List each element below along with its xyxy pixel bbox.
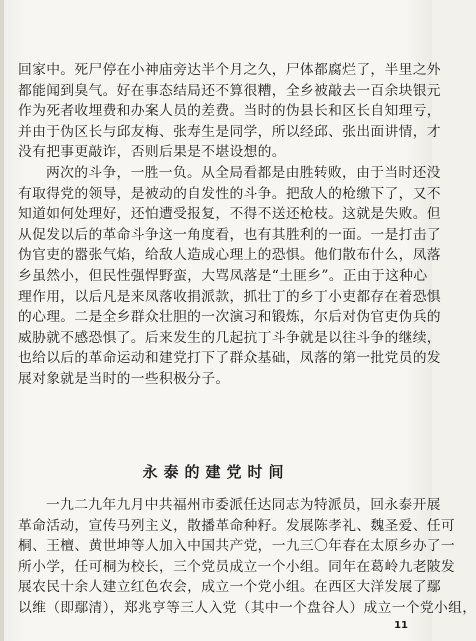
body-line: 都能闻到臭气。好在事态结局还不算很糟，全乡被敲去一百余块银元: [18, 82, 441, 99]
body-line: 并由于伪区长与邱友梅、张寿生是同学，所以经邱、张出面讲情，才: [18, 123, 441, 140]
body-line: 伪官吏的嚣张气焰，给敌人造成心理上的恐惧。他们散布什么，凤落: [18, 247, 441, 264]
body-line: 作为死者收埋费和办案人员的差费。当时的伪县长和区长自知理亏，: [18, 103, 441, 120]
body-line: 理作用，以后凡是来凤落收捐派款，抓壮丁的乡丁小吏都存在着恐惧: [18, 288, 441, 305]
body-line: 知道如何处理好，还怕遭受报复，不得不送还枪枝。这就是失败。但: [18, 206, 441, 223]
page-number: 11: [394, 620, 408, 631]
body-line: 以维（即鄢清），郑兆亨等三人入党（其中一个盘谷人）成立一个党小组，: [18, 599, 476, 616]
section-heading: 永泰的建党时间: [142, 463, 290, 481]
body-line: 从促发以后的革命斗争这一角度看，也有其胜利的一面。一是打击了: [18, 226, 441, 243]
body-line: 威胁就不感恐惧了。后来发生的几起抗丁斗争就是以往斗争的继续，: [18, 329, 441, 346]
body-line: 桐、王檀、黄世坤等人加入中国共产党，一九三〇年春在太原乡办了一: [18, 538, 456, 555]
body-line: 没有把事更敲诈，否则后果是不堪设想的。: [18, 144, 286, 161]
body-line: 回家中。死尸停在小神庙旁达半个月之久，尸体都腐烂了，半里之外: [18, 62, 441, 78]
scan-edge: [0, 0, 4, 641]
body-line: 所小学，任可桐为校长，三个党员成立一个小组。同年在葛岭九老陂发: [18, 558, 456, 575]
body-line: 也给以后的革命运动和建党打下了群众基础，凤落的第一批党员的发: [18, 350, 441, 367]
body-line: 的心理。二是全乡群众壮胆的一次演习和锻炼，尔后对伪官吏伪兵的: [18, 309, 441, 326]
body-line: 乡虽然小，但民性强悍野蛮，大骂凤落是“土匪乡”。正由于这种心: [18, 267, 428, 284]
body-text-bottom: [18, 495, 476, 619]
body-line: 两次的斗争，一胜一负。从全局看都是由胜转败，由于当时还没: [46, 164, 441, 181]
body-line: 革命活动，宣传马列主义，散播革命种籽。发展陈孝礼、魏圣爱、任可: [18, 517, 456, 534]
body-line: 展对象就是当时的一些积极分子。: [18, 370, 230, 387]
body-line: 有取得党的领导，是被动的自发性的斗争。把敌人的枪缴下了，又不: [18, 185, 441, 202]
body-text-top: [18, 60, 441, 390]
body-line: 展农民十余人建立红色农会，成立一个党小组。在西区大洋发展了鄢: [18, 579, 441, 596]
body-line: 一九二九年九月中共福州市委派任达同志为特派员，回永泰开展: [46, 497, 441, 513]
